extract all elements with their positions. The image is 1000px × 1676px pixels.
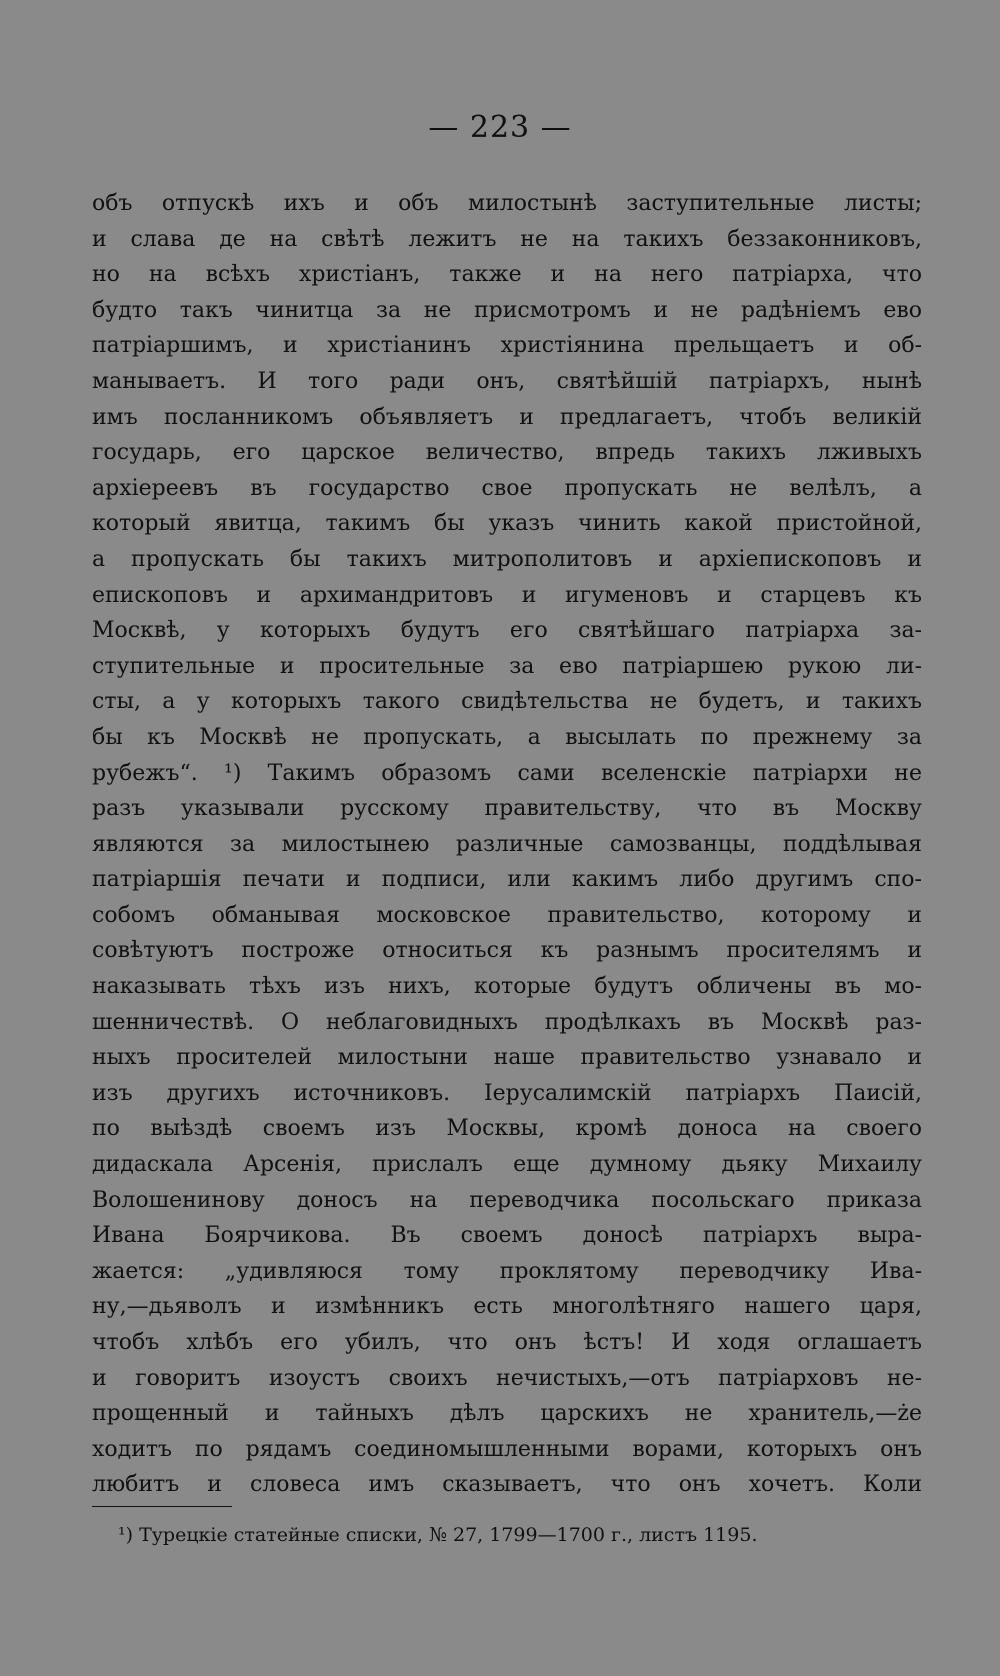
text-line: ныхъ просителей милостыни наше правительство узнавало и	[92, 1045, 922, 1071]
text-line: дидаскала Арсенія, прислалъ еще думному дьяку Михаилу	[92, 1152, 922, 1178]
text-line: сты, а у которыхъ такого свидѣтельства не будетъ, и такихъ	[92, 689, 922, 715]
text-line: государь, его царское величество, впредь такихъ лживыхъ	[92, 440, 922, 466]
text-line: который явитца, такимъ бы указъ чинить какой пристойной,	[92, 511, 922, 537]
text-line: патріаршія печати и подписи, или какимъ либо другимъ спо-	[92, 867, 922, 893]
footnote-rule	[92, 1506, 232, 1507]
body-text	[92, 186, 922, 1503]
text-line: бы къ Москвѣ не пропускать, а высылать по прежнему за	[92, 724, 922, 750]
text-line: и говоритъ изоустъ своихъ нечистыхъ,—отъ патріарховъ не-	[92, 1365, 922, 1391]
text-line: ступительные и просительные за ево патріаршею рукою ли-	[92, 653, 922, 679]
text-line: будто такъ чинитца за не присмотромъ и не радѣніемъ ево	[92, 297, 922, 323]
text-line: совѣтуютъ построже относиться къ разнымъ просителямъ и	[92, 938, 922, 964]
text-line: собомъ обманывая московское правительство, которому и	[92, 902, 922, 928]
text-line: жается: „удивляюся тому проклятому переводчику Ива-	[92, 1258, 922, 1284]
text-line: разъ указывали русскому правительству, что въ Москву	[92, 796, 922, 822]
text-line: любитъ и словеса имъ сказываетъ, что онъ хочетъ. Коли	[92, 1472, 922, 1498]
text-line: но на всѣхъ христіанъ, также и на него патріарха, что	[92, 262, 922, 288]
text-line: являются за милостынею различные самозванцы, поддѣлывая	[92, 831, 922, 857]
text-line: епископовъ и архимандритовъ и игуменовъ и старцевъ къ	[92, 582, 922, 608]
text-line: манываетъ. И того ради онъ, святѣйшій патріархъ, нынѣ	[92, 368, 922, 394]
footnote: ¹) Турецкіе статейные списки, № 27, 1799—1700 г., листъ 1195.	[118, 1524, 758, 1546]
text-line: Москвѣ, у которыхъ будутъ его святѣйшаго патріарха за-	[92, 618, 922, 644]
text-line: чтобъ хлѣбъ его убилъ, что онъ ѣстъ! И ходя оглашаетъ	[92, 1330, 922, 1355]
text-line: Волошенинову доносъ на переводчика посольскаго приказа	[92, 1187, 922, 1213]
text-line: шенничествѣ. О неблаговидныхъ продѣлкахъ въ Москвѣ раз-	[92, 1009, 922, 1035]
text-line: патріаршимъ, и христіанинъ христіянина прельщаетъ и об-	[92, 333, 922, 359]
text-line: изъ другихъ источниковъ. Іерусалимскій патріархъ Паисій,	[92, 1080, 922, 1106]
text-line: по выѣздѣ своемъ изъ Москвы, кромѣ доноса на своего	[92, 1116, 922, 1142]
text-line: ходитъ по рядамъ соединомышленными ворами, которыхъ онъ	[92, 1436, 922, 1462]
text-line: имъ посланникомъ объявляетъ и предлагаетъ, чтобъ великій	[92, 404, 922, 430]
text-line: архіереевъ въ государство свое пропускать не велѣлъ, а	[92, 475, 922, 501]
text-line: Ивана Боярчикова. Въ своемъ доносѣ патріархъ выра-	[92, 1223, 922, 1249]
text-line: рубежъ“. ¹) Такимъ образомъ сами вселенскіе патріархи не	[92, 760, 922, 786]
text-line: ну,—дьяволъ и измѣнникъ есть многолѣтняго нашего царя,	[92, 1294, 922, 1320]
text-line: прощенный и тайныхъ дѣлъ царскихъ не хранитель,—że	[92, 1401, 922, 1427]
text-line: и слава де на свѣтѣ лежитъ не на такихъ беззаконниковъ,	[92, 226, 922, 252]
text-line: а пропускать бы такихъ митрополитовъ и архіепископовъ и	[92, 546, 922, 572]
page-number: — 223 —	[428, 110, 572, 145]
text-line: объ отпускѣ ихъ и объ милостынѣ заступительные листы;	[92, 191, 922, 216]
text-line: наказывать тѣхъ изъ нихъ, которые будутъ обличены въ мо-	[92, 974, 922, 1000]
